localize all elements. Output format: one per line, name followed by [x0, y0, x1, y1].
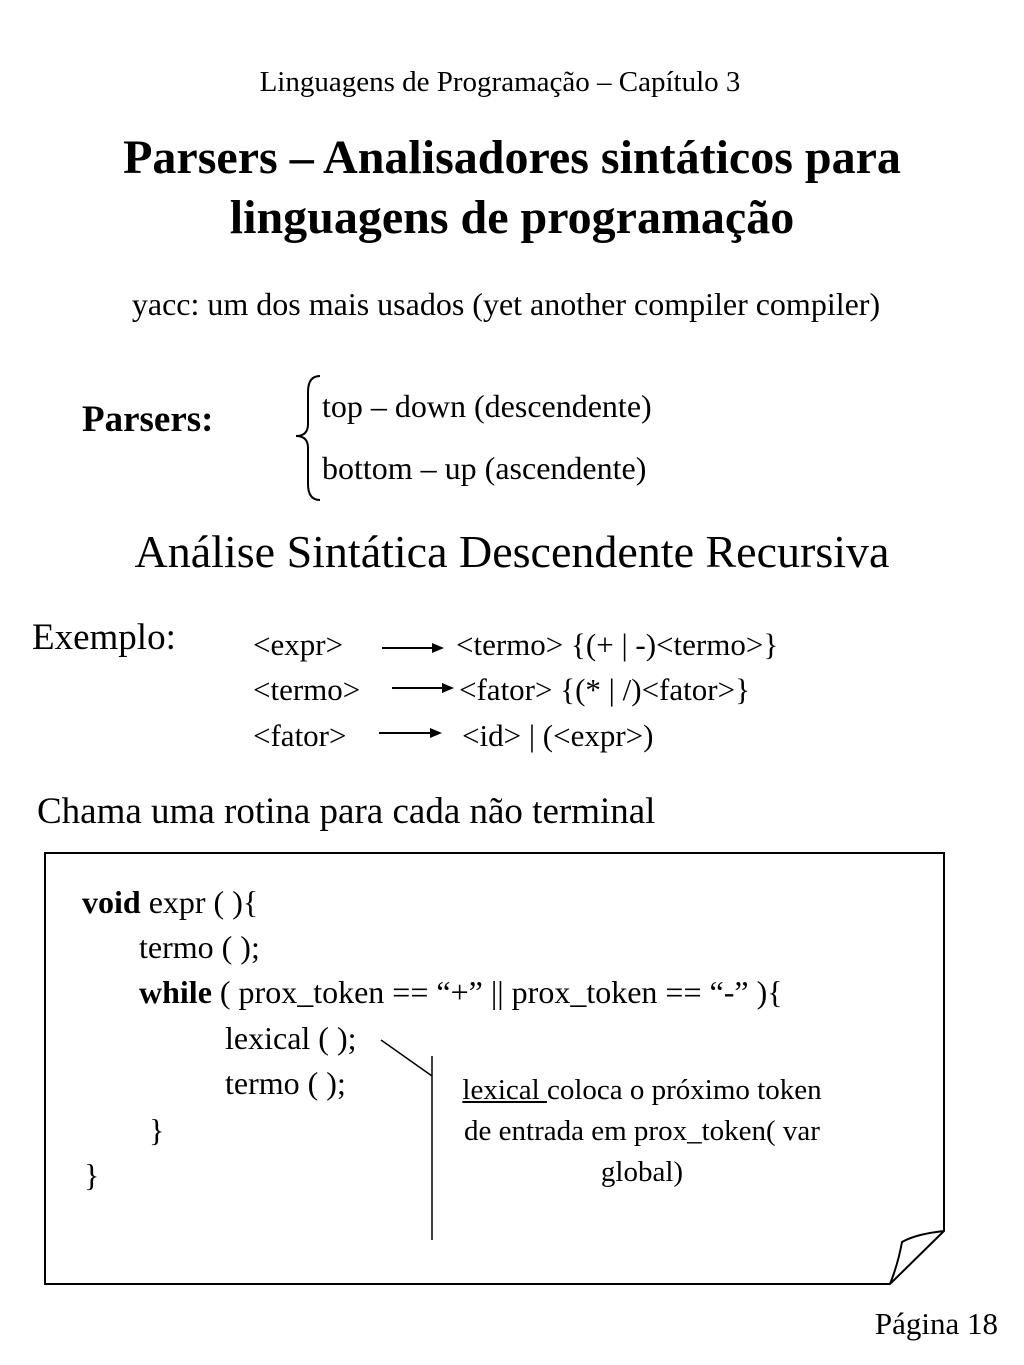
lexical-note [452, 1070, 832, 1193]
grammar-lhs-termo: <termo> [253, 672, 361, 707]
note-lexical-term: lexical [462, 1074, 547, 1106]
curly-brace-icon [296, 376, 320, 500]
page-number: Página 18 [874, 1306, 998, 1341]
code-line-3-rest: ( prox_token == “+” || prox_token == “-” ){ [211, 974, 783, 1010]
parser-option-top-down: top – down (descendente) [322, 388, 652, 424]
code-line-4: lexical ( ); [225, 1020, 357, 1056]
chama-statement: Chama uma rotina para cada não terminal [37, 791, 656, 832]
code-line-3 [139, 974, 783, 1011]
code-line-2: termo ( ); [139, 929, 260, 965]
title-line-1: Parsers – Analisadores sintáticos para [123, 131, 901, 184]
keyword-while: while [139, 974, 212, 1010]
callout-pointer [381, 1040, 432, 1076]
grammar-lhs-fator: <fator> [253, 718, 347, 753]
grammar-rhs-termo: <fator> {(* | /)<fator>} [459, 672, 750, 707]
title-line-2: linguagens de programação [229, 191, 795, 244]
parsers-label: Parsers: [82, 399, 214, 440]
code-line-5: termo ( ); [225, 1065, 346, 1101]
grammar-lhs-expr: <expr> [253, 627, 344, 662]
example-label: Exemplo: [32, 617, 176, 658]
grammar-rhs-fator: <id> | (<expr>) [462, 718, 654, 753]
yacc-subtitle: yacc: um dos mais usados (yet another compiler compiler) [131, 286, 881, 322]
keyword-void: void [82, 884, 141, 920]
note-text: coloca o próximo token de entrada em prox_token( var global) [464, 1074, 822, 1188]
parser-option-bottom-up: bottom – up (ascendente) [322, 450, 647, 486]
section-heading: Análise Sintática Descendente Recursiva [134, 526, 890, 577]
chapter-header: Linguagens de Programação – Capítulo 3 [259, 66, 741, 98]
code-line-6: } [149, 1112, 165, 1148]
code-line-7: } [84, 1157, 100, 1193]
code-line-1-rest: expr ( ){ [140, 884, 259, 920]
grammar-rhs-expr: <termo> {(+ | -)<termo>} [456, 627, 779, 662]
arrow-icon-termo [392, 683, 454, 693]
code-line-1 [82, 884, 258, 921]
arrow-icon-expr [382, 643, 444, 653]
arrow-icon-fator [379, 728, 442, 738]
